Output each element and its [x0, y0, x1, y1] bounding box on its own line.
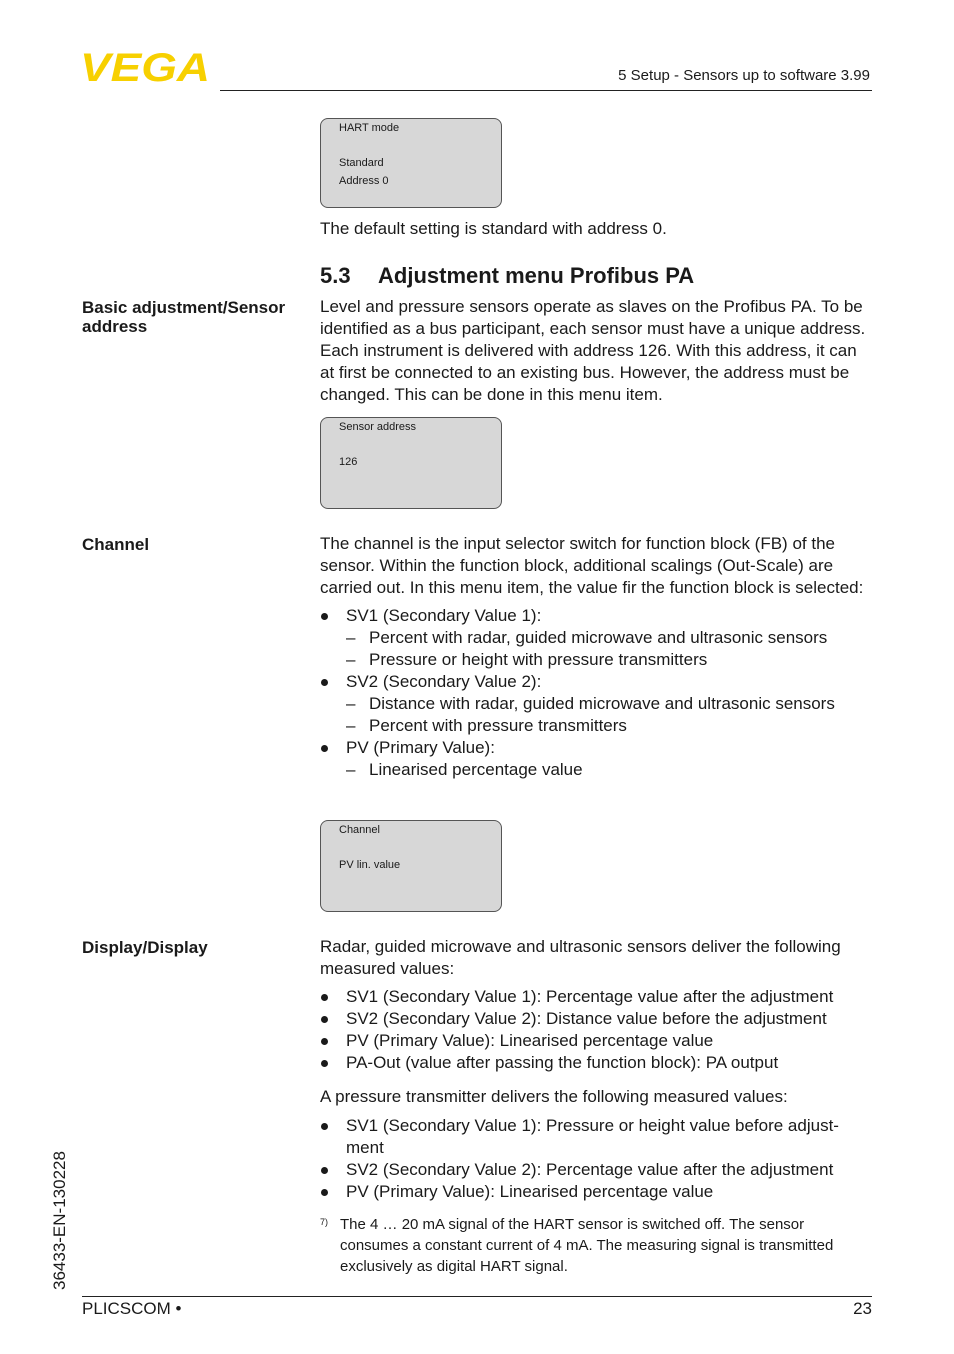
sub-list-item: – Linearised percentage value	[346, 759, 872, 781]
channel-section	[320, 533, 872, 781]
header-rule	[220, 90, 872, 91]
sub-list-item: – Pressure or height with pressure transmitters	[346, 649, 872, 671]
page-number: 23	[853, 1299, 872, 1318]
screen-line-2: Standard	[339, 157, 384, 169]
list-item: SV1 (Secondary Value 1): Pressure or height value before adjust-ment	[320, 1115, 872, 1159]
list-item: PV (Primary Value): Linearised percentage value	[320, 1030, 872, 1052]
list-item: SV2 (Secondary Value 2): Distance value before the adjustment	[320, 1008, 872, 1030]
vega-logo	[80, 50, 212, 84]
display-section	[320, 936, 872, 1203]
screen-line-3: Address 0	[339, 175, 389, 187]
sub-list	[346, 759, 872, 781]
label-display: Display/Display	[82, 938, 208, 957]
screen-line-2: 126	[339, 456, 358, 468]
basic-adjustment-text: Level and pressure sensors operate as slaves on the Profibus PA. To be identified as a bus participant, each sensor must have a unique address. Each instrument is delivered with address 126. With this address, it can at first be connected to an existing bus. However, the address must be changed. This can be done in this menu item.	[320, 297, 866, 404]
screen-line-1: Sensor address	[339, 421, 417, 433]
channel-list	[320, 605, 872, 781]
list-item: SV1 (Secondary Value 1): – Percent with radar, guided microwave and ultrasonic sensors – Pressure or height with pressure transmitters	[320, 605, 872, 671]
sub-list-item: – Percent with pressure transmitters	[346, 715, 872, 737]
list-item: SV2 (Secondary Value 2): – Distance with radar, guided microwave and ultrasonic sensors – Percent with pressure transmitters	[320, 671, 872, 737]
display-intro-2: A pressure transmitter delivers the following measured values:	[320, 1087, 788, 1106]
screen-line-1: Channel	[339, 824, 380, 836]
channel-text: The channel is the input selector switch for function block (FB) of the sensor. Within the function block, additional scalings (Out-Scale) are carried out. In this menu item, the value fir the function block is selected:	[320, 534, 864, 597]
sub-list-item: – Percent with radar, guided microwave and ultrasonic sensors	[346, 627, 872, 649]
section-title: Adjustment menu Profibus PA	[378, 263, 695, 288]
display-intro-1: Radar, guided microwave and ultrasonic sensors deliver the following measured values:	[320, 937, 841, 978]
list-item: PA-Out (value after passing the function block): PA output	[320, 1052, 872, 1074]
footer-product: PLICSCOM •	[82, 1299, 182, 1318]
sub-list-item: – Distance with radar, guided microwave and ultrasonic sensors	[346, 693, 872, 715]
list-item: PV (Primary Value): Linearised percentage value	[320, 1181, 872, 1203]
screen-line-2: PV lin. value	[339, 859, 401, 871]
display-screen-hart-mode	[320, 118, 502, 208]
section-header-title: 5 Setup - Sensors up to software 3.99	[618, 67, 870, 84]
sub-list	[346, 693, 872, 737]
default-setting-note: The default setting is standard with address 0.	[320, 219, 667, 238]
list-item: PV (Primary Value): – Linearised percentage value	[320, 737, 872, 781]
footer-rule	[82, 1296, 872, 1297]
sub-list	[346, 627, 872, 671]
footnote	[320, 1214, 872, 1277]
screen-line-1: HART mode	[339, 122, 400, 134]
display-screen-sensor-address	[320, 417, 502, 509]
section-heading	[320, 263, 694, 289]
list-item: SV1 (Secondary Value 1): Percentage value after the adjustment	[320, 986, 872, 1008]
label-basic-adjustment: Basic adjustment/Sensor address	[82, 298, 286, 336]
list-item: SV2 (Secondary Value 2): Percentage value after the adjustment	[320, 1159, 872, 1181]
footnote-text: The 4 … 20 mA signal of the HART sensor is switched off. The sensor consumes a constant current of 4 mA. The measuring signal is transmitted exclusively as digital HART signal.	[340, 1216, 834, 1275]
label-channel: Channel	[82, 535, 150, 554]
display-list-1	[320, 986, 872, 1074]
footnote-mark: 7)	[320, 1217, 329, 1227]
document-code: 36433-EN-130228	[50, 1151, 69, 1290]
display-list-2	[320, 1115, 872, 1203]
section-number: 5.3	[320, 263, 351, 288]
display-screen-channel	[320, 820, 502, 912]
logo-text: VEGA	[80, 50, 210, 84]
